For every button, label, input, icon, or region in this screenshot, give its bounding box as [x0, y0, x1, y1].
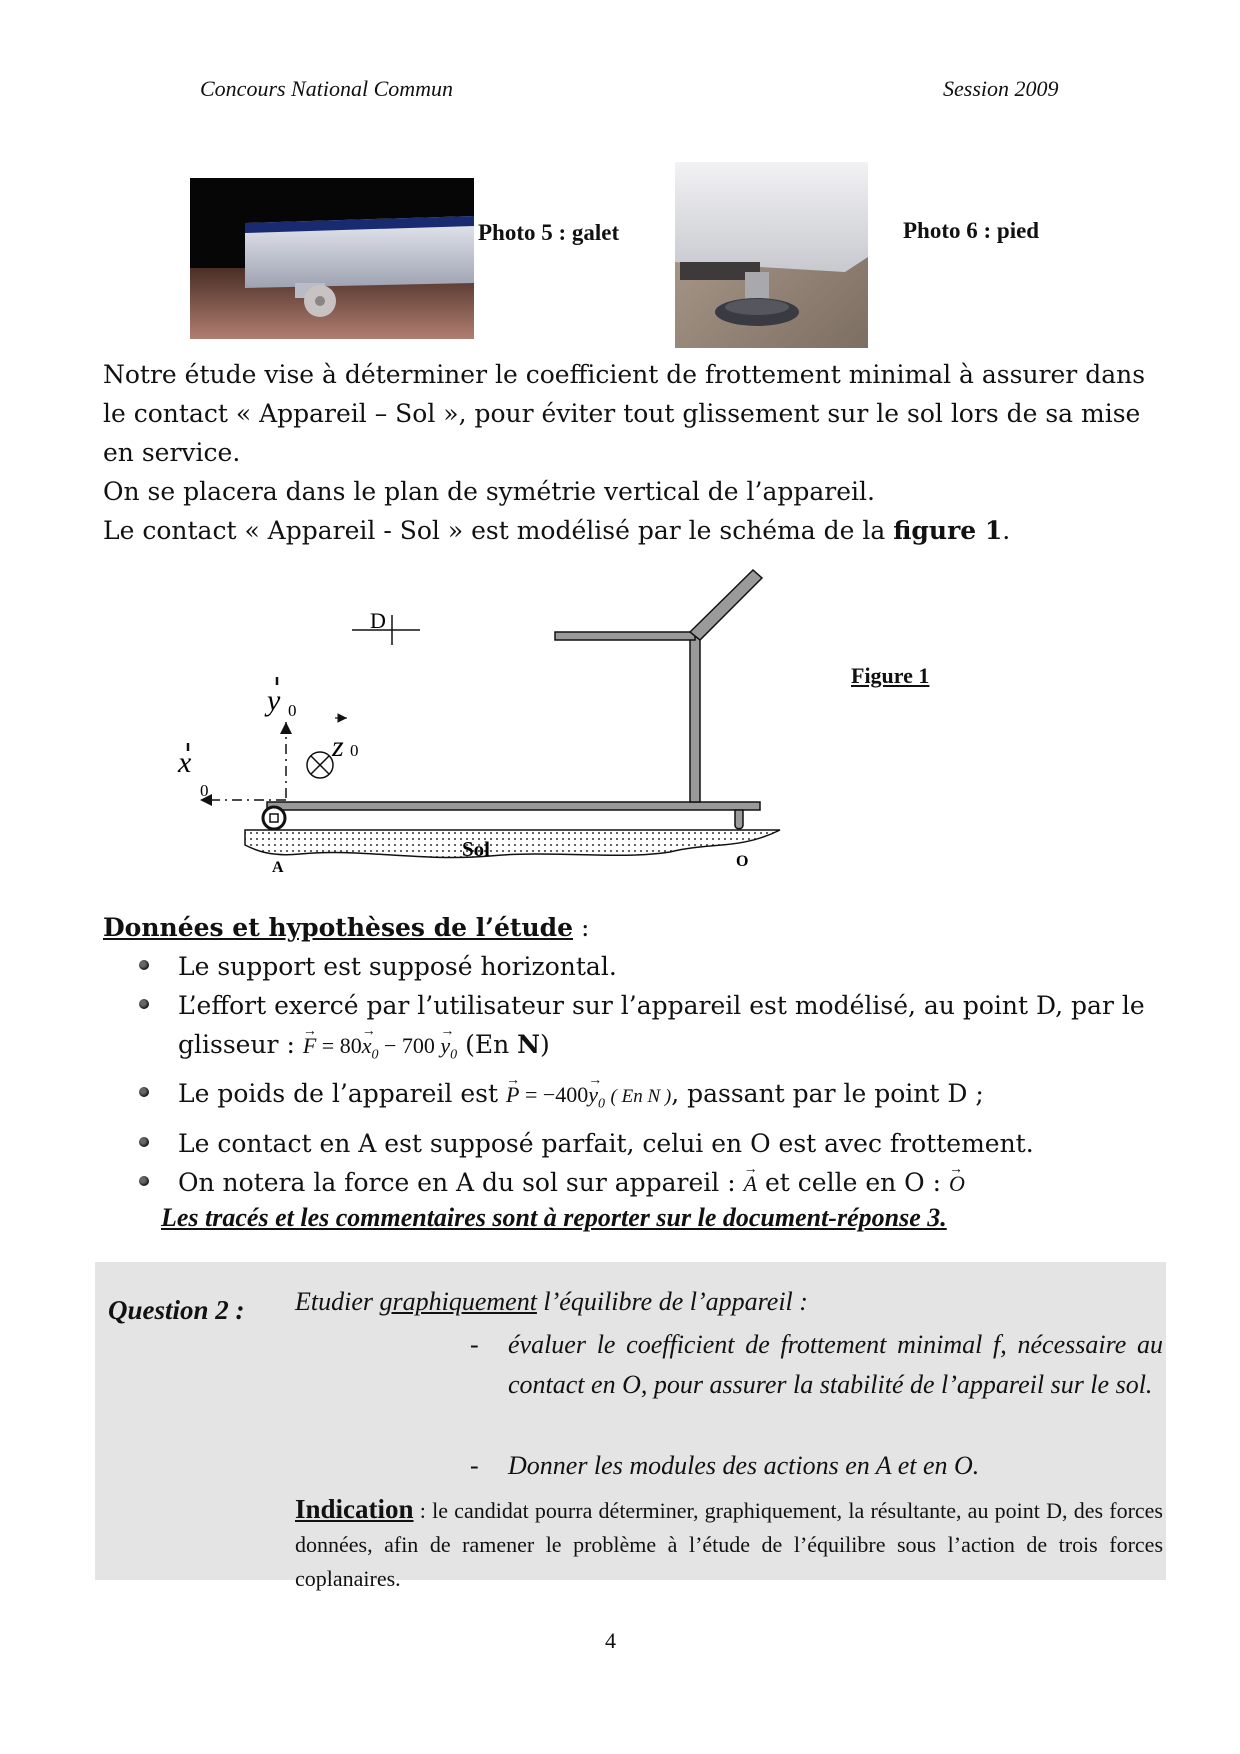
question-line-1-underlined: graphiquement — [379, 1287, 537, 1316]
axis-z-label: z — [332, 730, 344, 763]
question-item-2: Donner les modules des actions en A et en O. — [508, 1451, 980, 1480]
bullet-icon — [139, 960, 149, 970]
data-section-heading — [103, 908, 1173, 947]
question-item-1: évaluer le coefficient de frottement minimal f, nécessaire au contact en O, pour assurer la stabilité de l’appareil sur le sol. — [508, 1330, 1163, 1399]
point-a-label: A — [272, 859, 284, 876]
question-line-1-pre: Etudier — [295, 1287, 380, 1316]
weight-p-unit: ( En N ) — [610, 1086, 672, 1108]
force-f-minus: − 700 — [383, 1033, 435, 1058]
data-item-2-text: L’effort exercé par l’utilisateur sur l’appareil est modélisé, au point D, par le glisseur : — [178, 991, 1145, 1059]
weight-p-tail: , passant par le point D ; — [671, 1079, 984, 1109]
bullet-icon — [139, 999, 149, 1009]
force-f-unit-pre: (En — [465, 1030, 518, 1059]
weight-p-y: → y — [588, 1075, 598, 1114]
column — [690, 632, 700, 802]
force-f-eq: = 80 — [321, 1033, 362, 1058]
force-f-symbol: → F — [303, 1026, 316, 1065]
data-list — [103, 947, 1173, 1203]
ground-label: Sol — [462, 837, 491, 861]
data-section-title: Données et hypothèses de l’étude — [103, 913, 574, 942]
axis-x-sub: 0 — [200, 781, 209, 800]
force-f-unit: N — [517, 1030, 541, 1059]
data-item-3-text: Le poids de l’appareil est — [178, 1079, 506, 1109]
weight-p-eq: = −400 — [524, 1082, 589, 1108]
bullet-icon — [139, 1137, 149, 1147]
data-item-4-text: Le contact en A est supposé parfait, celui en O est avec frottement. — [178, 1128, 1034, 1158]
photo-galet-image — [190, 178, 474, 339]
data-item-1-text: Le support est supposé horizontal. — [178, 952, 617, 981]
force-ao-middle: et celle en O : — [757, 1167, 949, 1197]
figure-1-diagram — [170, 560, 790, 880]
data-item-2 — [103, 986, 1173, 1074]
question-line-1-post: l’équilibre de l’appareil : — [536, 1287, 808, 1316]
force-a-symbol: → A — [744, 1164, 757, 1203]
bullet-icon — [139, 1087, 149, 1097]
foot-pied — [735, 810, 743, 829]
photo-pied — [675, 162, 868, 348]
question-label: Question 2 : — [108, 1295, 245, 1325]
point-d-label: D — [370, 608, 386, 633]
axis-y-label: y — [267, 684, 281, 717]
weight-p-equation — [505, 1082, 672, 1112]
axis-x-label: x — [178, 746, 192, 779]
point-o-label: O — [736, 853, 749, 870]
force-f-unit-post: ) — [540, 1030, 550, 1059]
axis-y-sub: 0 — [288, 701, 297, 720]
force-f-equation — [302, 1033, 458, 1063]
figure-1-label: Figure 1 — [851, 663, 930, 688]
ground-hatch — [245, 830, 780, 858]
data-item-5 — [103, 1163, 1173, 1203]
data-item-1 — [103, 947, 1173, 986]
force-f-y: → y — [440, 1026, 450, 1065]
indication-title: Indication — [295, 1494, 414, 1524]
intro-line-3-period: . — [1002, 516, 1011, 545]
page-number: 4 — [605, 1628, 616, 1653]
base-plate — [267, 802, 760, 810]
force-f-x-sub: 0 — [371, 1047, 379, 1063]
header-right: Session 2009 — [943, 76, 1059, 101]
force-f-x: → x — [362, 1026, 372, 1065]
force-f-y-sub: 0 — [450, 1047, 458, 1063]
question-dash-2: - — [470, 1451, 479, 1480]
handle-bar — [555, 632, 695, 640]
question-line-1 — [295, 1282, 1165, 1322]
force-o-symbol-wrap — [949, 1171, 965, 1196]
intro-line-1: Notre étude vise à déterminer le coefficient de frottement minimal à assurer dans le contact « Appareil – Sol », pour éviter tout glissement sur le sol lors de sa mise en service. — [103, 360, 1146, 467]
intro-paragraph — [103, 355, 1163, 550]
instruction-note: Les tracés et les commentaires sont à reporter sur le document-réponse 3. — [161, 1203, 947, 1232]
photo-galet-caption: Photo 5 : galet — [478, 220, 620, 245]
console-arm — [690, 570, 762, 640]
intro-line-2: On se placera dans le plan de symétrie vertical de l’appareil. — [103, 477, 875, 506]
force-a-symbol-wrap — [744, 1171, 757, 1196]
force-o-symbol: → O — [949, 1164, 965, 1203]
intro-line-3 — [103, 511, 1163, 550]
axis-z-sub: 0 — [350, 741, 359, 760]
indication-text: : le candidat pourra déterminer, graphiquement, la résultante, au point D, des forces données, afin de ramener le problème à l’étude de l’équilibre sous l’action de trois forces coplanaires. — [295, 1498, 1163, 1591]
weight-p-symbol: → P — [506, 1075, 519, 1114]
question-dash-1: - — [470, 1330, 479, 1359]
data-item-4 — [103, 1124, 1173, 1163]
data-section-colon: : — [573, 913, 590, 942]
photo-galet — [190, 178, 474, 339]
indication-paragraph — [295, 1492, 1163, 1596]
wheel-galet — [263, 807, 285, 829]
photo-pied-caption: Photo 6 : pied — [903, 218, 1040, 243]
figure-reference: figure 1 — [893, 516, 1003, 545]
data-section — [103, 908, 1173, 1203]
photo-pied-image — [675, 162, 868, 348]
header-left: Concours National Commun — [200, 76, 454, 101]
bullet-icon — [139, 1176, 149, 1186]
weight-p-y-sub: 0 — [598, 1096, 606, 1112]
intro-line-3-text: Le contact « Appareil - Sol » est modélisé par le schéma de la — [103, 516, 894, 545]
data-item-5-text: On notera la force en A du sol sur appareil : — [178, 1167, 744, 1197]
data-item-3 — [103, 1074, 1173, 1123]
